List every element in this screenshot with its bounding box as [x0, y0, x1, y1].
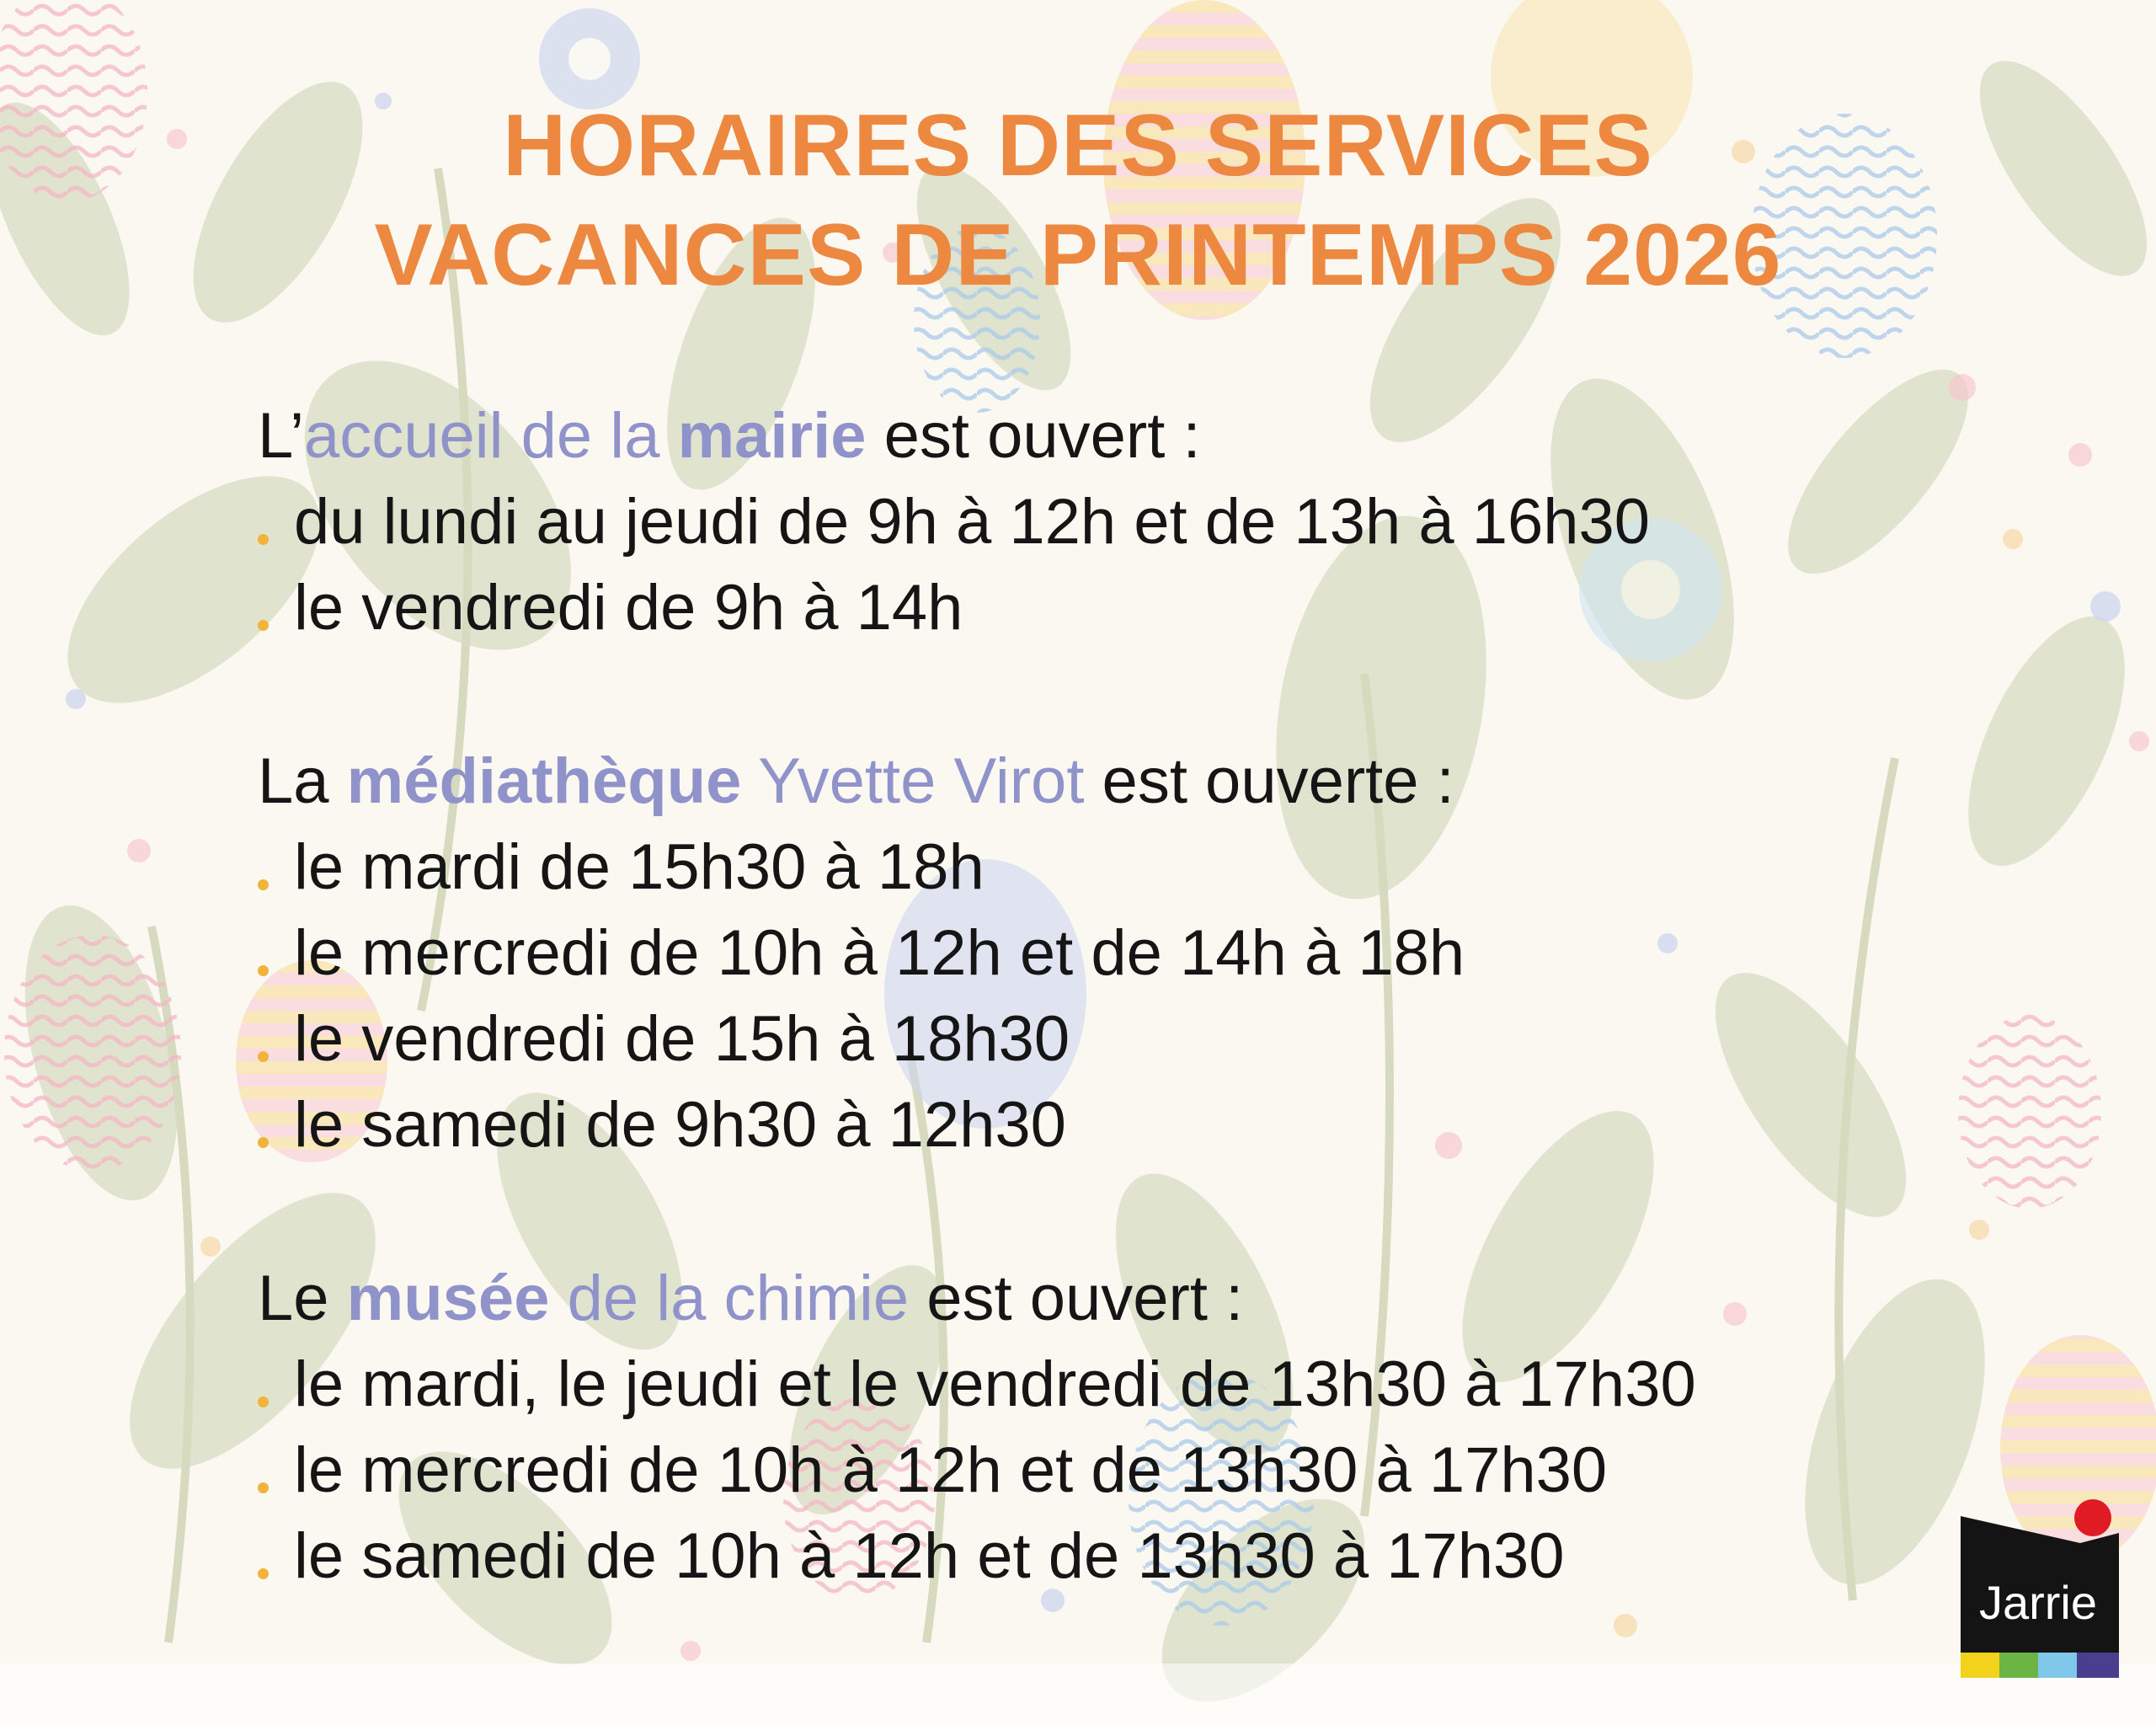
bullet-dot-icon: [258, 965, 269, 976]
jarrie-logo: [1954, 1491, 2122, 1678]
list-item: le samedi de 10h à 12h et de 13h30 à 17h30: [258, 1514, 1565, 1599]
list-item: le samedi de 9h30 à 12h30: [258, 1083, 1066, 1167]
list-item: le vendredi de 15h à 18h30: [258, 997, 1070, 1081]
list-item: le mardi de 15h30 à 18h: [258, 825, 985, 910]
list-item: le mercredi de 10h à 12h et de 13h30 à 17h30: [258, 1429, 1607, 1513]
list-item: le mercredi de 10h à 12h et de 14h à 18h: [258, 911, 1465, 996]
musee-heading: Le musée de la chimie est ouvert :: [258, 1263, 1244, 1334]
bullet-dot-icon: [258, 1051, 269, 1062]
bullet-dot-icon: [258, 620, 269, 631]
list-item: le mardi, le jeudi et le vendredi de 13h30 à 17h30: [258, 1343, 1696, 1427]
logo-text: Jarrie: [1978, 1576, 2098, 1629]
list-item: du lundi au jeudi de 9h à 12h et de 13h à 16h30: [258, 480, 1650, 564]
musee-highlight: musée: [346, 1263, 550, 1334]
mediatheque-highlight: médiathèque: [346, 745, 742, 817]
mairie-highlight: mairie: [677, 400, 867, 472]
bullet-dot-icon: [258, 1568, 269, 1579]
bullet-dot-icon: [258, 534, 269, 545]
bullet-dot-icon: [258, 1137, 269, 1148]
bullet-dot-icon: [258, 1482, 269, 1493]
mediatheque-heading: La médiathèque Yvette Virot est ouverte :: [258, 745, 1454, 817]
title-line-2: VACANCES DE PRINTEMPS 2026: [374, 206, 1782, 304]
mairie-heading: L’accueil de la mairie est ouvert :: [258, 400, 1201, 472]
title-line-1: HORAIRES DES SERVICES: [503, 97, 1653, 195]
bullet-dot-icon: [258, 879, 269, 890]
list-item: le vendredi de 9h à 14h: [258, 566, 963, 650]
bullet-dot-icon: [258, 1397, 269, 1407]
